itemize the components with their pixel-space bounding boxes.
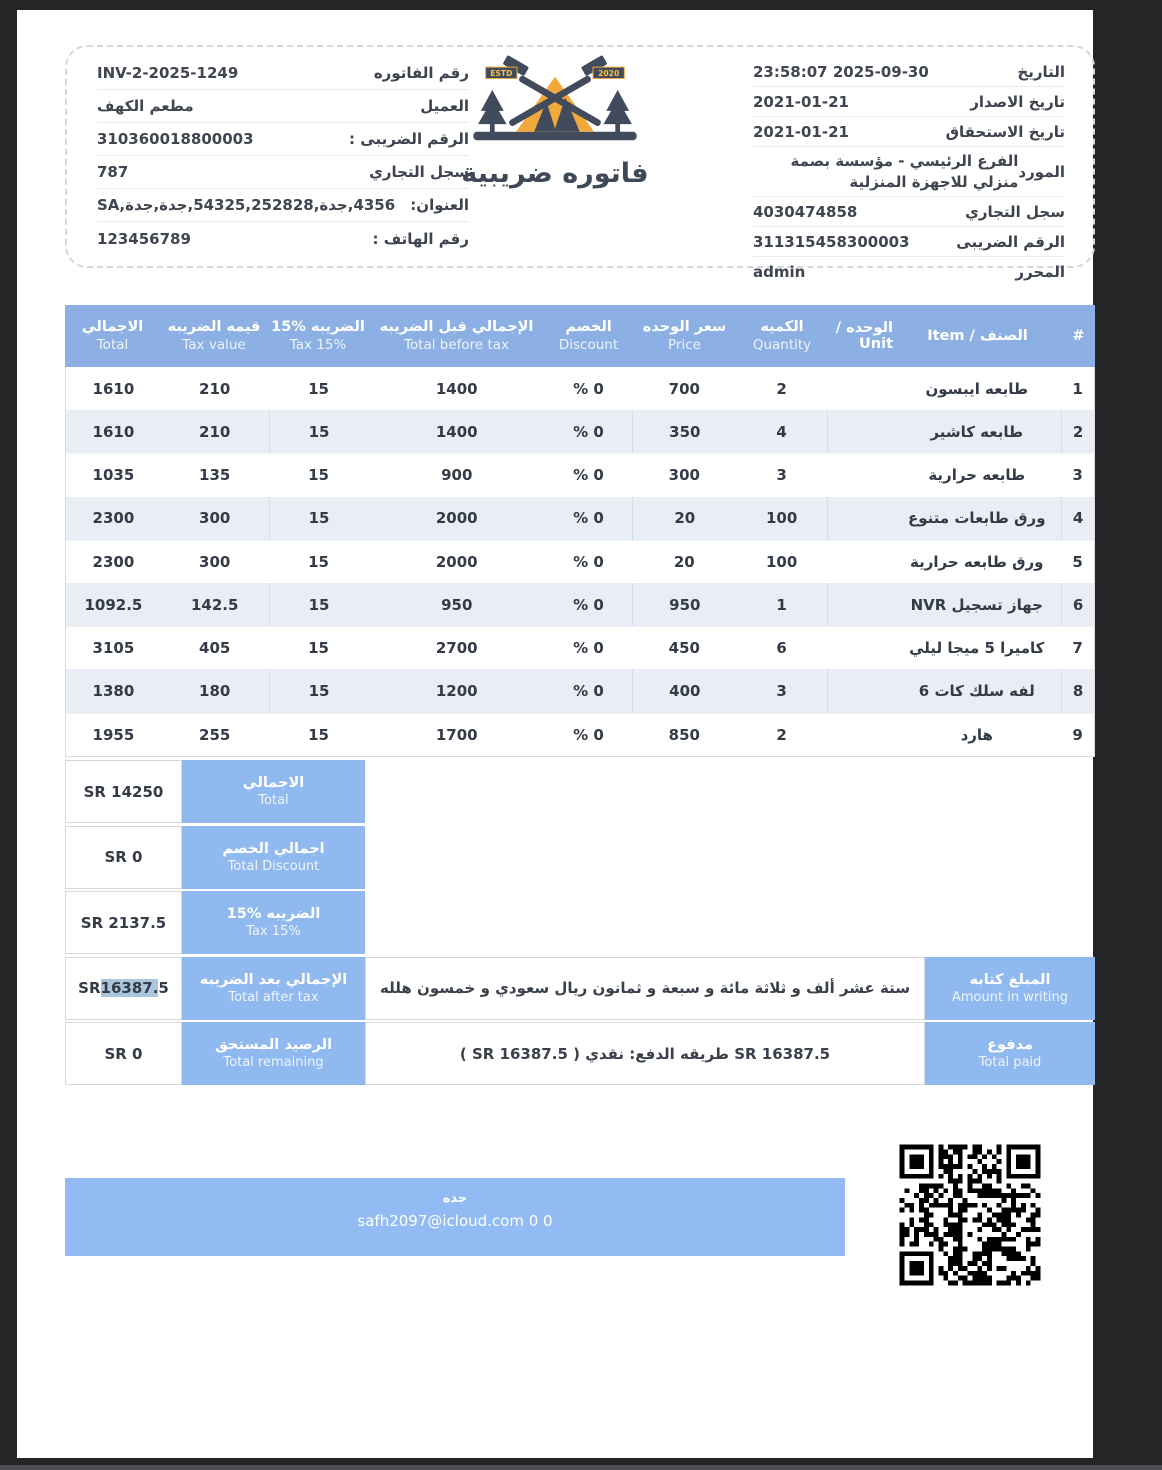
cell-tax-rate: 15 xyxy=(308,379,329,398)
col-header-discount: الخصم Discount xyxy=(558,319,619,353)
info-label: العنوان: xyxy=(410,196,469,214)
cell-quantity: 3 xyxy=(776,681,787,700)
cell-number: 9 xyxy=(1072,725,1083,744)
table-row xyxy=(66,583,1094,626)
cell-unit xyxy=(827,583,893,626)
info-label: سجل التجاري xyxy=(369,163,469,181)
info-label: تاريخ الاستحقاق xyxy=(945,122,1065,141)
invoice-page xyxy=(17,10,1093,1458)
col-header-tax-rate: الضريبه %15 Tax 15% xyxy=(271,319,365,353)
info-row xyxy=(97,123,469,156)
info-value: 4356,جدة,54325,252828,جدة,جدة,SA xyxy=(97,196,396,214)
customer-info-column xyxy=(97,57,469,258)
summary-value: SR 0 xyxy=(65,826,182,889)
cell-quantity: 2 xyxy=(776,725,787,744)
cell-price: 700 xyxy=(668,379,700,398)
col-header-quantity: الكميه Quantity xyxy=(752,319,812,353)
cell-price: 950 xyxy=(632,583,737,626)
cell-price: 850 xyxy=(668,725,700,744)
cell-total: 1035 xyxy=(92,466,135,485)
cell-total: 3105 xyxy=(92,639,135,658)
cell-item: ورق طابعه حرارية xyxy=(910,552,1044,571)
table-row xyxy=(66,540,1094,583)
info-row xyxy=(753,257,1065,287)
info-value: 2021-01-21 xyxy=(753,92,849,111)
cell-number: 1 xyxy=(1072,379,1083,398)
col-header-total: الاجمالي Total xyxy=(81,319,144,353)
info-label: رقم الفاتوره xyxy=(373,64,469,82)
info-row xyxy=(97,189,469,222)
cell-discount: % 0 xyxy=(573,595,604,614)
info-value: 123456789 xyxy=(97,229,191,248)
cell-item: هارد xyxy=(960,725,993,744)
cell-number: 2 xyxy=(1061,410,1094,453)
info-value: 2021-01-21 xyxy=(753,122,849,141)
info-value: 311315458300003 xyxy=(753,232,910,251)
cell-tax-value: 405 xyxy=(199,639,231,658)
cell-tax-value: 300 xyxy=(199,509,231,528)
info-value: 4030474858 xyxy=(753,202,858,221)
logo-year-text: 2020 xyxy=(598,69,620,79)
summary-value: SR 0 xyxy=(65,1022,182,1085)
info-value: 310360018800003 xyxy=(97,130,254,148)
table-row xyxy=(66,626,1094,669)
cell-item: طابعه ايبسون xyxy=(925,379,1029,398)
cell-total: 1092.5 xyxy=(84,595,143,614)
cell-tax-rate: 15 xyxy=(269,583,369,626)
cell-unit xyxy=(827,714,893,756)
cell-number: 4 xyxy=(1061,497,1094,540)
cell-tax-rate: 15 xyxy=(308,725,329,744)
cell-total: 2300 xyxy=(92,509,135,528)
cell-price: 300 xyxy=(668,466,700,485)
items-table xyxy=(65,305,1095,757)
cell-total: 1955 xyxy=(92,725,135,744)
summary-label: اجمالي الخصم Total Discount xyxy=(182,826,365,889)
info-row xyxy=(753,227,1065,257)
info-value: 23:58:07 2025-09-30 xyxy=(753,62,929,81)
cell-total: 1610 xyxy=(92,379,135,398)
col-header-unit: الوحده / Unit xyxy=(835,320,893,352)
summary-row-after-tax xyxy=(65,957,1095,1020)
cell-number: 5 xyxy=(1072,552,1083,571)
cell-total-before-tax: 1200 xyxy=(435,681,478,700)
cell-price: 20 xyxy=(673,552,695,571)
cell-total: 1380 xyxy=(92,681,135,700)
col-header-total-before-tax: الإجمالي قبل الضريبه Total before tax xyxy=(379,319,534,353)
cell-tax-value: 210 xyxy=(199,379,231,398)
info-label: المورد xyxy=(1018,162,1065,181)
cell-discount: % 0 xyxy=(573,552,604,571)
info-row xyxy=(753,57,1065,87)
footer-contact: safh2097@icloud.com 0 0 xyxy=(357,1212,553,1230)
summary-value: SR 2137.5 xyxy=(65,891,182,954)
cell-discount: % 0 xyxy=(573,639,604,658)
supplier-info-column xyxy=(753,57,1065,281)
info-label: العميل xyxy=(420,97,469,115)
cell-tax-value: 142.5 xyxy=(190,595,239,614)
cell-total-before-tax: 2000 xyxy=(435,509,478,528)
table-row xyxy=(66,497,1094,540)
cell-item: جهاز تسجيل NVR xyxy=(910,595,1043,614)
cell-quantity: 6 xyxy=(776,639,787,658)
cell-tax-value: 300 xyxy=(199,552,231,571)
info-row xyxy=(753,147,1065,197)
col-header-price: سعر الوحده Price xyxy=(642,319,727,353)
cell-item: لفه سلك كات 6 xyxy=(918,681,1035,700)
totals-summary xyxy=(65,760,1095,1088)
cell-unit xyxy=(827,541,893,583)
cell-tax-value: 135 xyxy=(199,466,231,485)
cell-price: 450 xyxy=(668,639,700,658)
summary-label: الضريبه %15 Tax 15% xyxy=(182,891,365,954)
info-label: التاريخ xyxy=(1017,62,1065,81)
col-header-tax-value: قيمه الضريبه Tax value xyxy=(167,319,261,353)
info-value: INV-2-2025-1249 xyxy=(97,64,239,82)
cell-tax-rate: 15 xyxy=(308,639,329,658)
summary-row-discount xyxy=(65,826,1095,889)
cell-total: 2300 xyxy=(92,552,135,571)
info-row xyxy=(97,57,469,90)
company-logo xyxy=(440,48,670,189)
table-row xyxy=(66,453,1094,496)
summary-row-total xyxy=(65,760,1095,823)
cell-quantity: 2 xyxy=(776,379,787,398)
cell-total: 1610 xyxy=(92,422,135,441)
table-row xyxy=(66,367,1094,410)
cell-discount: % 0 xyxy=(573,509,604,528)
invoice-title: فاتوره ضريبية xyxy=(461,158,649,189)
cell-quantity: 3 xyxy=(776,466,787,485)
cell-tax-value: 180 xyxy=(199,681,231,700)
col-header-number: # xyxy=(1072,328,1085,344)
info-row xyxy=(753,87,1065,117)
cell-total-before-tax: 1400 xyxy=(435,422,478,441)
total-paid-label: مدفوع Total paid xyxy=(925,1022,1095,1085)
cell-tax-rate: 15 xyxy=(308,466,329,485)
info-value: الفرع الرئيسي - مؤسسة بصمة منزلي للاجهزة المنزلية xyxy=(790,152,1019,191)
logo-emblem-icon xyxy=(460,48,650,148)
info-row xyxy=(97,222,469,255)
cell-unit xyxy=(827,410,893,453)
cell-quantity: 4 xyxy=(776,422,787,441)
cell-price: 400 xyxy=(632,669,737,712)
summary-value: SR 14250 xyxy=(65,760,182,823)
info-value: admin xyxy=(753,263,806,281)
summary-value-after-tax: SR 16387. 5 xyxy=(65,957,182,1020)
cell-unit xyxy=(827,454,893,496)
summary-row-remaining xyxy=(65,1022,1095,1085)
cell-tax-rate: 15 xyxy=(269,669,369,712)
cell-total-before-tax: 2700 xyxy=(435,639,478,658)
cell-item: طابعه كاشير xyxy=(930,422,1024,441)
info-value: مطعم الكهف xyxy=(97,97,194,115)
items-table-header xyxy=(65,305,1095,367)
footer-city: جده xyxy=(442,1191,468,1206)
cell-total-before-tax: 900 xyxy=(441,466,473,485)
summary-label: الإجمالي بعد الضريبه Total after tax xyxy=(182,957,365,1020)
cell-unit xyxy=(827,627,893,669)
amount-in-writing-label: المبلغ كتابه Amount in writing xyxy=(925,957,1095,1020)
table-row xyxy=(66,713,1094,756)
cell-item: طابعه حرارية xyxy=(928,466,1026,485)
cell-quantity: 100 xyxy=(765,552,798,571)
cell-item: كاميرا 5 ميجا ليلي xyxy=(909,639,1045,658)
cell-tax-value: 210 xyxy=(199,422,231,441)
cell-total-before-tax: 1400 xyxy=(435,379,478,398)
amount-in-writing-text: ستة عشر ألف و ثلاثة مائة و سبعة و ثمانون ريال سعودي و خمسون هلله xyxy=(365,957,925,1020)
cell-discount: % 0 xyxy=(573,725,604,744)
cell-total-before-tax: 950 xyxy=(441,595,473,614)
cell-price: 20 xyxy=(632,497,737,540)
info-row xyxy=(753,117,1065,147)
cell-total-before-tax: 1700 xyxy=(435,725,478,744)
cell-number: 7 xyxy=(1072,639,1083,658)
cell-quantity: 100 xyxy=(765,509,798,528)
cell-tax-value: 255 xyxy=(199,725,231,744)
info-label: رقم الهاتف : xyxy=(372,229,469,248)
info-label: سجل التجاري xyxy=(965,202,1065,221)
cell-number: 8 xyxy=(1061,669,1094,712)
cell-quantity: 1 xyxy=(776,595,787,614)
qr-code xyxy=(890,1135,1050,1295)
payment-method-text: SR 16387.5 طريقه الدفع: نقدي ( SR 16387.5 ) xyxy=(365,1022,925,1085)
cell-discount: % 0 xyxy=(573,681,604,700)
cell-total-before-tax: 2000 xyxy=(435,552,478,571)
cell-discount: % 0 xyxy=(573,466,604,485)
cell-item: ورق طابعات متنوع xyxy=(907,509,1046,528)
selected-text: 16387. xyxy=(100,979,159,997)
info-row xyxy=(97,90,469,123)
cell-unit xyxy=(827,497,893,540)
info-label: الرقم الضريبى xyxy=(956,232,1065,251)
footer-bar xyxy=(65,1178,845,1256)
summary-label: الاجمالي Total xyxy=(182,760,365,823)
info-row xyxy=(97,156,469,189)
info-label: الرقم الضريبى : xyxy=(349,130,469,148)
cell-number: 6 xyxy=(1061,583,1094,626)
cell-price: 350 xyxy=(632,410,737,453)
cell-unit xyxy=(827,669,893,712)
cell-discount: % 0 xyxy=(573,379,604,398)
items-table-body xyxy=(65,367,1095,757)
cell-unit xyxy=(827,367,893,410)
info-label: المحرر xyxy=(1015,263,1065,281)
cell-tax-rate: 15 xyxy=(269,410,369,453)
info-row xyxy=(753,197,1065,227)
cell-discount: % 0 xyxy=(573,422,604,441)
table-row xyxy=(66,410,1094,453)
cell-number: 3 xyxy=(1072,466,1083,485)
cell-tax-rate: 15 xyxy=(308,552,329,571)
summary-label: الرصيد المستحق Total remaining xyxy=(182,1022,365,1085)
col-header-item: الصنف / Item xyxy=(927,328,1028,344)
summary-row-tax xyxy=(65,891,1095,954)
logo-estd-text: ESTD xyxy=(490,69,513,79)
info-label: تاريخ الاصدار xyxy=(970,92,1065,111)
table-row xyxy=(66,669,1094,712)
info-value: 787 xyxy=(97,163,129,181)
cell-tax-rate: 15 xyxy=(269,497,369,540)
